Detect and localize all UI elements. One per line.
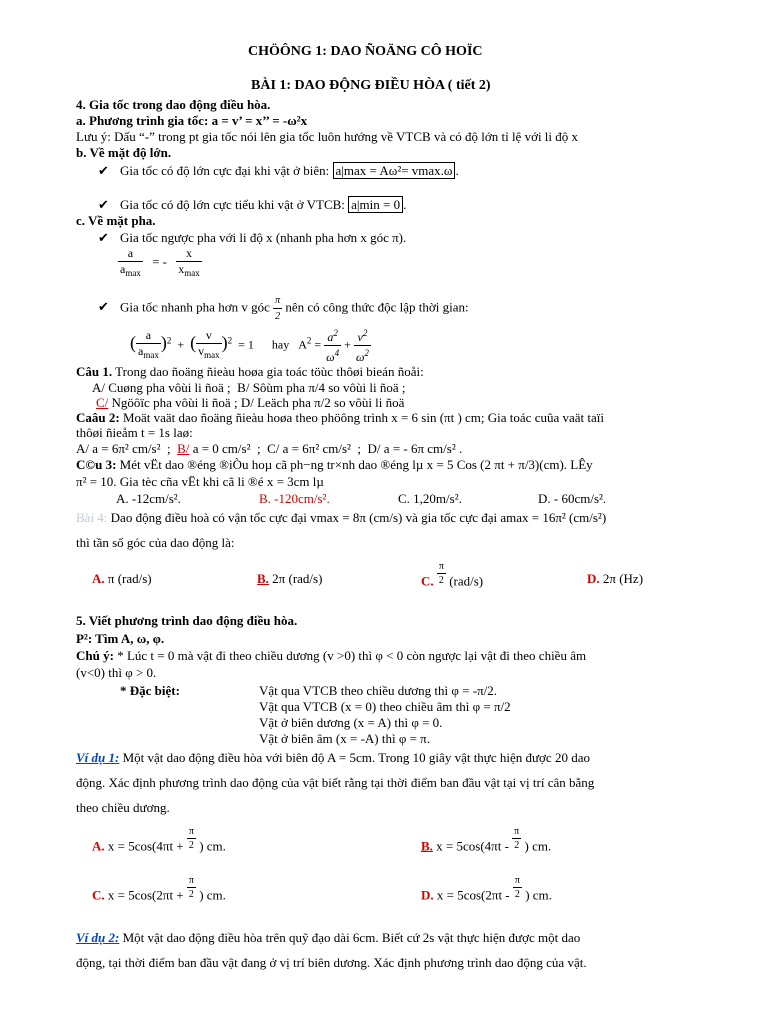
bullet-max: ✔ Gia tốc có độ lớn cực đại khi vật ở biên: a|max = Aω²= vmax.ω . <box>98 163 459 178</box>
bullet-phase-x-text: Gia tốc ngược pha với li độ x (nhanh pha hơn x góc π). <box>120 230 407 245</box>
section-5-heading: 5. Viết phương trình dao động điều hòa. <box>76 613 298 628</box>
example-1-option-d-label: D. <box>421 887 434 903</box>
chapter-title: CHÖÔNG 1: DAO ÑOÄNG CÔ HOÏC <box>248 44 483 59</box>
special-case-3: Vật ở biên dương (x = A) thì φ = 0. <box>259 715 443 730</box>
q2-option-c: C/ a = 6π² cm/s² <box>267 441 351 456</box>
special-case-2: Vật qua VTCB (x = 0) theo chiều âm thì φ = π/2 <box>259 699 511 714</box>
q4-option-a-label: A. <box>92 571 105 586</box>
q1-options-ab <box>92 380 406 395</box>
two-denominator: 2 <box>188 840 194 851</box>
pi-numerator: π <box>514 875 520 886</box>
example-1-option-c-pre: x = 5cos(2πt + <box>107 887 184 903</box>
q4-option-d <box>587 571 643 586</box>
q2-stem <box>76 410 604 425</box>
lesson-title: BÀI 1: DAO ĐỘNG ĐIỀU HÒA ( tiết 2) <box>251 78 491 93</box>
special-case-1: Vật qua VTCB theo chiều dương thì φ = -π/2. <box>259 683 497 698</box>
bullet-phase-v-text: Gia tốc nhanh pha hơn v góc <box>120 299 270 315</box>
example-1-stem <box>76 750 590 765</box>
bullet-phase-v-after: nên có công thức độc lập thời gian: <box>285 299 469 315</box>
section-5-note-label: Chú ý: <box>76 648 114 663</box>
q1-stem <box>76 364 424 379</box>
section-4c-heading: c. Về mặt pha. <box>76 213 156 228</box>
amax-box: a|max = Aω²= vmax.ω <box>333 162 456 179</box>
q4-label: Bài 4: <box>76 510 108 525</box>
example-1-option-d-post: ) cm. <box>525 887 552 903</box>
example-2-text: Một vật dao động điều hòa trên quỹ đạo dài 6cm. Biết cứ 2s vật thực hiện được một dao <box>122 930 581 945</box>
q1-option-c-label: C/ <box>96 395 109 410</box>
q2-options: A/ a = 6π² cm/s² ; B/ a = 0 cm/s² ; C/ a = 6π² cm/s² ; D/ a = - 6π cm/s² . <box>76 441 463 456</box>
example-1-option-d-pre: x = 5cos(2πt - <box>436 887 510 903</box>
q1-option-a: A/ Cuøng pha vôùi li ñoä ; <box>92 380 231 395</box>
q1-option-d: D/ Leäch pha π/2 so vôùi li ñoä <box>240 395 405 410</box>
section-5-note <box>76 648 586 663</box>
q2-option-a: A/ a = 6π² cm/s² <box>76 441 161 456</box>
amin-box: a|min = 0 <box>348 196 403 213</box>
q4-option-b-label: B. <box>257 571 269 586</box>
example-2-label: Ví dụ 2: <box>76 930 120 945</box>
q1-label: Câu 1. <box>76 364 113 379</box>
formula-hay: hay <box>271 337 290 352</box>
example-1-option-c <box>92 874 226 901</box>
q2-text: Moät vaät dao ñoäng ñieàu hoøa theo phöông trình x = 6 sin (πt ) cm; Gia toác cuûa vaät taïi <box>122 410 604 425</box>
section-5-note-2: (v<0) thì φ > 0. <box>76 665 157 680</box>
example-1-option-b-pre: x = 5cos(4πt - <box>436 838 509 854</box>
example-2-stem-2: động, tại thời điểm ban đầu vật đang ở vị trí biên dương. Xác định phương trình dao động của vật. <box>76 955 587 970</box>
bullet-min: ✔ Gia tốc có độ lớn cực tiểu khi vật ở VTCB: a|min = 0 . <box>98 197 407 212</box>
q4-text: Dao động điều hoà có vận tốc cực đại vmax = 8π (cm/s) và gia tốc cực đại amax = 16π² (cm/s²) <box>110 510 607 525</box>
two-denominator: 2 <box>188 889 194 900</box>
q3-text: Mét vËt dao ®éng ®iÒu hoµ cã ph−ng tr×nh dao ®éng lµ x = 5 Cos (2 πt + π/3)(cm). LÊy <box>119 457 593 472</box>
q3-option-a: A. -12cm/s². <box>116 491 181 506</box>
example-1-option-c-post: ) cm. <box>199 887 226 903</box>
check-icon: ✔ <box>98 163 109 178</box>
check-icon: ✔ <box>98 197 109 212</box>
q4-option-c-num: π <box>438 561 444 572</box>
q3-option-b: B. -120cm/s². <box>259 491 330 506</box>
q3-option-c: C. 1,20m/s². <box>398 491 462 506</box>
q4-option-c <box>421 560 483 587</box>
section-4-heading: 4. Gia tốc trong dao động điều hòa. <box>76 97 271 112</box>
pi-numerator: π <box>188 826 194 837</box>
example-1-stem-2: động. Xác định phương trình dao động của vật biết rằng tại thời điểm ban đầu vật tại vị trí cân bằng <box>76 775 595 790</box>
q1-options-cd <box>96 395 404 410</box>
special-case-4: Vật ở biên âm (x = -A) thì φ = π. <box>259 731 430 746</box>
example-1-stem-3: theo chiều dương. <box>76 800 170 815</box>
check-icon: ✔ <box>98 299 109 315</box>
two-denominator: 2 <box>514 889 520 900</box>
example-2-stem <box>76 930 580 945</box>
example-1-option-a <box>92 825 226 852</box>
example-1-option-a-label: A. <box>92 838 105 854</box>
bullet-max-text: Gia tốc có độ lớn cực đại khi vật ở biên: <box>120 163 330 178</box>
example-1-option-b <box>421 825 551 852</box>
two-denominator: 2 <box>514 840 520 851</box>
formula-a-ratio: $\frac{a}{a_{max}}$ = - $\frac{x}{x_{max}}$ <box>120 246 200 278</box>
q4-option-a <box>92 571 152 586</box>
q1-option-b: B/ Sôùm pha π/4 so vôùi li ñoä ; <box>237 380 406 395</box>
example-1-option-a-post: ) cm. <box>199 838 226 854</box>
q4-option-d-text: 2π (Hz) <box>602 571 644 586</box>
example-1-text: Một vật dao động điều hòa với biên độ A = 5cm. Trong 10 giây vật thực hiện được 20 dao <box>122 750 590 765</box>
pi-numerator: π <box>514 826 520 837</box>
q4-option-c-text: (rad/s) <box>449 573 484 589</box>
q3-stem-2: π² = 10. Gia tèc cña vËt khi cã li ®é x = 3cm lµ <box>76 474 324 489</box>
q4-option-a-text: π (rad/s) <box>107 571 152 586</box>
q4-stem-2: thì tần số góc của dao động là: <box>76 535 235 550</box>
formula-independent: ( $\frac{a}{a_{max}}$ )$^2$ + ( $\frac{v}{v_{max}}$ )$^2$ = 1 hay $A^2$ = $\frac{a^2}{\omega^4}$ + $\frac{v^2}{\omega^2}$ <box>130 328 369 364</box>
q2-option-d: D/ a = - 6π cm/s² . <box>367 441 463 456</box>
section-5-note-text: * Lúc t = 0 mà vật đi theo chiều dương (v >0) thì φ < 0 còn ngược lại vật đi theo chiều âm <box>117 648 587 663</box>
q3-label: C©u 3: <box>76 457 117 472</box>
q4-option-b-text: 2π (rad/s) <box>272 571 323 586</box>
q1-option-c: Ngöôïc pha vôùi li ñoä ; <box>111 395 238 410</box>
q3-stem <box>76 457 593 472</box>
q1-text: Trong dao ñoäng ñieàu hoøa gia toác töùc thôøi bieán ñoåi: <box>115 364 424 379</box>
q2-label: Caâu 2: <box>76 410 120 425</box>
section-4a-heading: a. Phương trình gia tốc: a = v’ = x’’ = -ω²x <box>76 113 308 128</box>
example-1-option-a-pre: x = 5cos(4πt + <box>107 838 184 854</box>
bullet-min-text: Gia tốc có độ lớn cực tiểu khi vật ở VTCB: <box>120 197 345 212</box>
example-1-option-b-post: ) cm. <box>524 838 552 854</box>
bullet-phase-v: ✔ Gia tốc nhanh pha hơn v góc $\frac{\pi}{2}$ nên có công thức độc lập thời gian: <box>98 295 469 322</box>
section-5-special-label: * Đặc biệt: <box>120 683 180 698</box>
example-1-option-c-label: C. <box>92 887 105 903</box>
pi-numerator: π <box>188 875 194 886</box>
q4-option-b <box>257 571 322 586</box>
q2-stem-2: thôøi ñieåm t = 1s laø: <box>76 425 193 440</box>
q2-option-b: a = 0 cm/s² <box>192 441 251 456</box>
q4-option-c-den: 2 <box>438 575 444 586</box>
q4-stem <box>76 510 606 525</box>
bullet-phase-x <box>98 230 406 245</box>
example-1-option-d <box>421 874 552 901</box>
section-4-note: Lưu ý: Dấu “-” trong pt gia tốc nói lên gia tốc luôn hướng về VTCB và có độ lớn tỉ lệ với li độ x <box>76 129 579 144</box>
q4-option-c-label: C. <box>421 573 434 589</box>
example-1-option-b-label: B. <box>421 838 433 854</box>
q3-option-d: D. - 60cm/s². <box>538 491 607 506</box>
section-4b-heading: b. Về mặt độ lớn. <box>76 145 172 160</box>
example-1-label: Ví dụ 1: <box>76 750 120 765</box>
section-5-p2: P²: Tìm A, ω, φ. <box>76 631 165 646</box>
check-icon: ✔ <box>98 230 109 245</box>
q2-option-b-label: B/ <box>177 441 190 456</box>
q4-option-d-label: D. <box>587 571 600 586</box>
